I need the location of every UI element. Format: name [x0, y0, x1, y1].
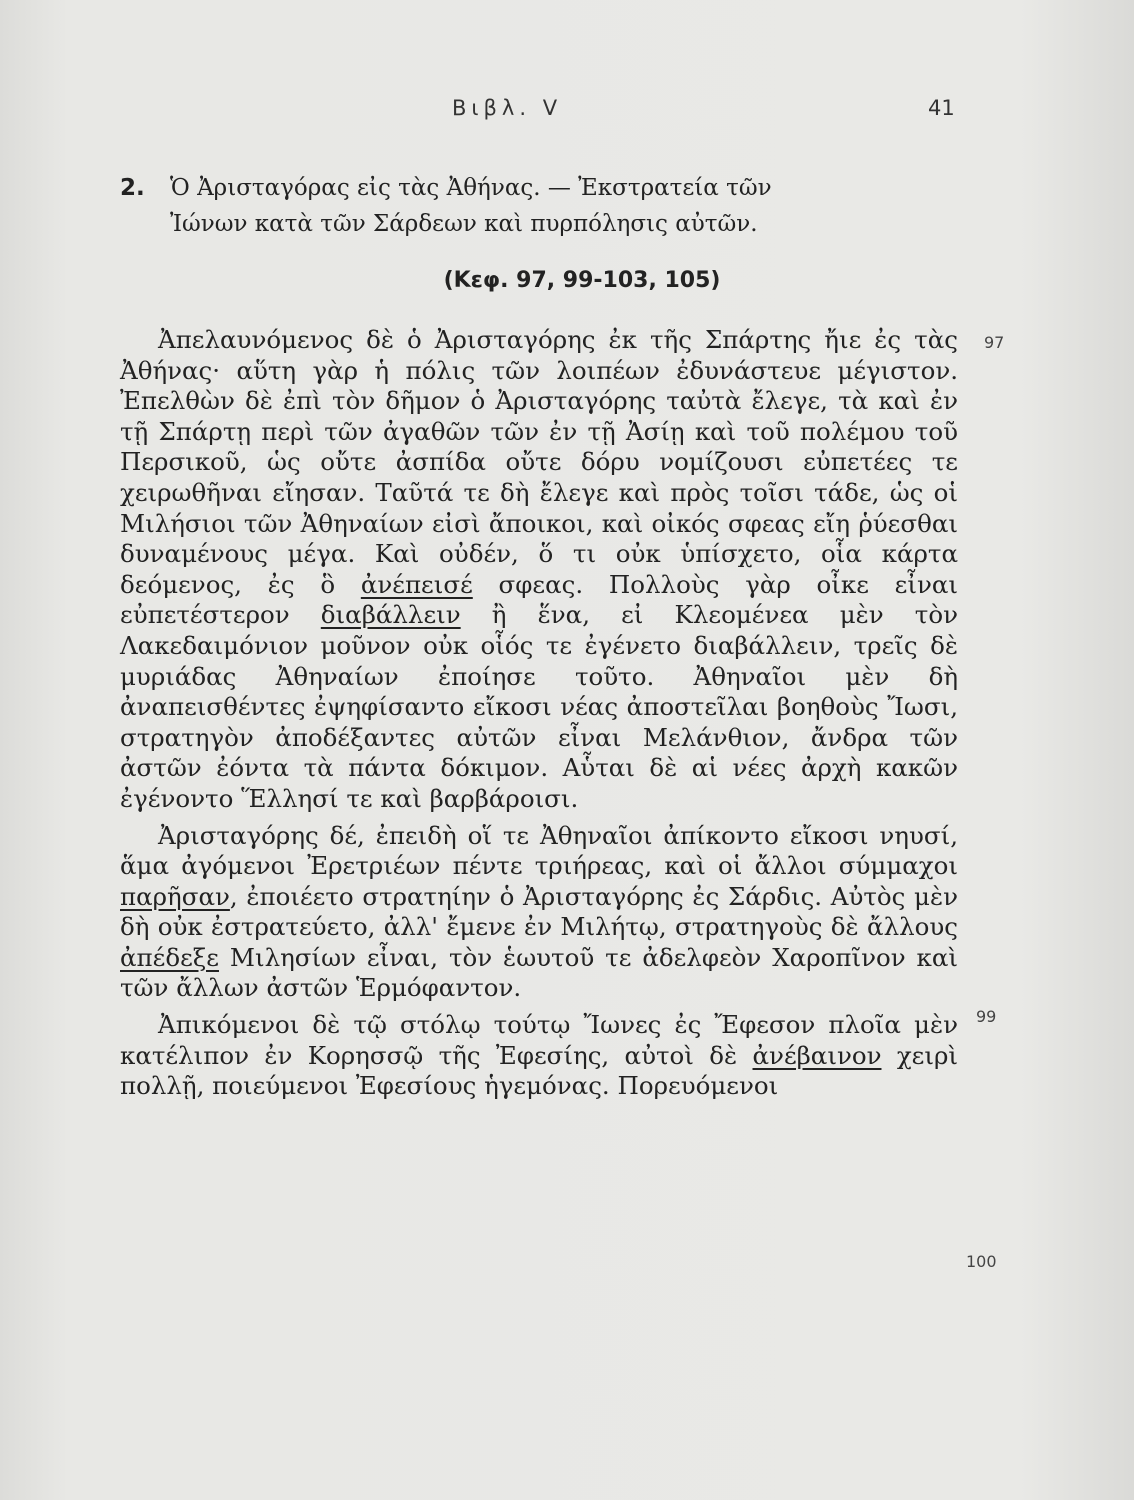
text-run: ἢ ἕνα, εἰ Κλεομένεα μὲν τὸν Λακεδαιμόνιον μοῦνον οὐκ οἷός τε ἐγένετο διαβάλλειν, τρεῖς δὲ μυριάδας Ἀθηναίων ἐποίησε τοῦτο. Ἀθηναῖοι μὲν δὴ ἀναπεισθέντες ἐψηφίσαντο εἴκοσι νέας ἀποστεῖλαι βοηθοὺς Ἴωσι, στρατηγὸν ἀποδέξαντες αὐτῶν εἶναι Μελάνθιον, ἄνδρα τῶν ἀστῶν ἐόντα τὰ πάντα δόκιμον. Αὗται δὲ αἱ νέες ἀρχὴ κακῶν ἐγένοντο Ἕλλησί τε καὶ βαρβάροισι.: [120, 600, 959, 813]
running-head-title: Βιβλ. V: [452, 96, 563, 120]
section-number: 2.: [120, 175, 145, 201]
paragraph: [120, 325, 958, 815]
text-run: , ἐποιέετο στρατηίην ὁ Ἀρισταγόρης ἐς Σάρδις. Αὐτὸς μὲν δὴ οὐκ ἐστρατεύετο, ἀλλ' ἔμενε ἐν Μιλήτῳ, στρατηγοὺς δὲ ἄλλους: [120, 881, 958, 942]
underlined-word: ἀνέβαινον: [752, 1040, 882, 1070]
underlined-word: ἀνέπεισέ: [360, 569, 473, 599]
section-heading: [120, 170, 970, 242]
section-title-line-2: Ἰώνων κατὰ τῶν Σάρδεων καὶ πυρπόλησις αὐτῶν.: [170, 211, 758, 237]
margin-chapter-number: 100: [966, 1252, 997, 1271]
underlined-word: παρῆσαν: [120, 881, 230, 911]
chapter-reference: (Κεφ. 97, 99-103, 105): [443, 268, 721, 293]
text-run: χειρὶ πολλῇ, ποιεύμενοι Ἐφεσίους ἡγεμόνας. Πορευόμενοι: [120, 1040, 958, 1101]
text-run: Ἀπικόμενοι δὲ τῷ στόλῳ τούτῳ Ἴωνες ἐς Ἔφεσον πλοῖα μὲν κατέλιπον ἐν Κορησσῷ τῆς Ἐφεσίης, αὐτοὶ δὲ: [120, 1010, 958, 1070]
paragraph: [120, 1010, 958, 1102]
underlined-word: ἀπέδεξε: [120, 942, 219, 972]
text-run: Μιλησίων εἶναι, τὸν ἑωυτοῦ τε ἀδελφεὸν Χαροπῖνον καὶ τῶν ἄλλων ἀστῶν Ἑρμόφαντον.: [120, 942, 958, 1003]
body-text: [120, 325, 958, 1102]
running-head: [0, 96, 1134, 132]
page-number: 41: [928, 96, 955, 120]
paragraph: [120, 821, 958, 1005]
text-run: Ἀρισταγόρης δέ, ἐπειδὴ οἵ τε Ἀθηναῖοι ἀπίκοντο εἴκοσι νηυσί, ἅμα ἀγόμενοι Ἐρετριέων πέντε τριήρεας, καὶ οἱ ἄλλοι σύμμαχοι: [120, 820, 958, 881]
margin-chapter-number: 97: [984, 333, 1005, 352]
section-title-line-1: Ὁ Ἀρισταγόρας εἰς τὰς Ἀθήνας. — Ἐκστρατεία τῶν: [170, 175, 772, 201]
margin-chapter-number: 99: [976, 1007, 997, 1026]
underlined-word: διαβάλλειν: [320, 600, 461, 630]
text-run: σφεας. Πολλοὺς γὰρ οἶκε εἶναι εὐπετέστερον: [120, 569, 958, 630]
text-run: Ἀπελαυνόμενος δὲ ὁ Ἀρισταγόρης ἐκ τῆς Σπάρτης ἤιε ἐς τὰς Ἀθήνας· αὕτη γὰρ ἡ πόλις τῶν λοιπέων ἐδυνάστευε μέγιστον. Ἐπελθὼν δὲ ἐπὶ τὸν δῆμον ὁ Ἀρισταγόρης ταὐτὰ ἔλεγε, τὰ καὶ ἐν τῇ Σπάρτῃ περὶ τῶν ἀγαθῶν τῶν ἐν τῇ Ἀσίῃ καὶ τοῦ πολέμου τοῦ Περσικοῦ, ὡς οὔτε ἀσπίδα οὔτε δόρυ νομίζουσι εὐπετέες τε χειρωθῆναι εἴησαν. Ταῦτά τε δὴ ἔλεγε καὶ πρὸς τοῖσι τάδε, ὡς οἱ Μιλήσιοι τῶν Ἀθηναίων εἰσὶ ἄποικοι, καὶ οἰκός σφεας εἴη ῥύεσθαι δυναμένους μέγα. Καὶ οὐδέν, ὅ τι οὐκ ὑπίσχετο, οἷα κάρτα δεόμενος, ἐς ὃ: [120, 325, 958, 599]
